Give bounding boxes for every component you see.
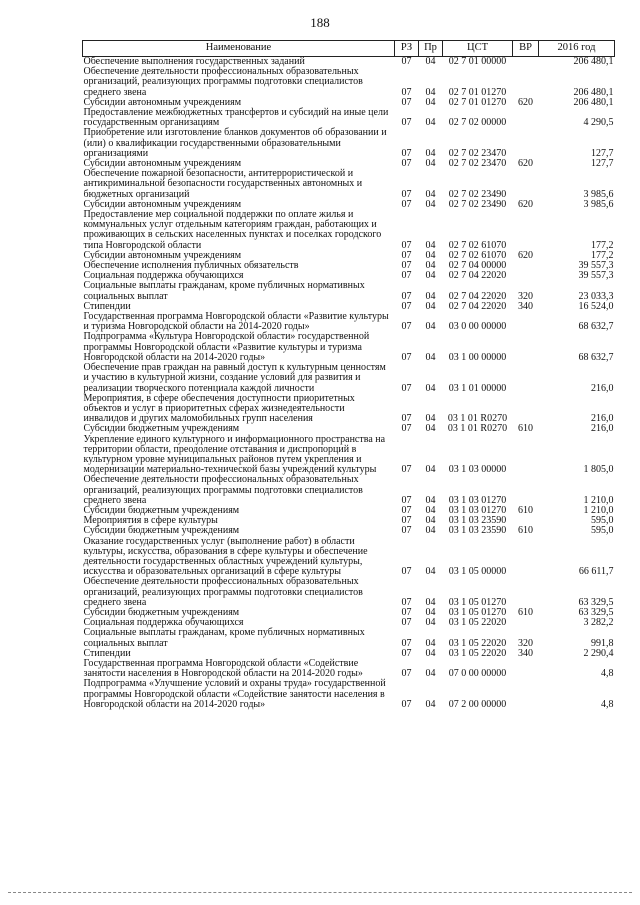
- row-vr-cell: [513, 108, 539, 128]
- header-rz: РЗ: [395, 41, 419, 57]
- row-pr-cell: 04: [425, 117, 436, 129]
- table-row: [83, 659, 615, 679]
- row-name-cell: Государственная программа Новгородской области «Содействие занятости населения в Новгородской области на 2014-2020 годы»: [83, 657, 363, 680]
- row-vr-cell: [513, 271, 539, 281]
- table-row: [83, 312, 615, 332]
- row-vr-cell: [513, 394, 539, 425]
- row-vr-cell: [513, 537, 539, 578]
- row-cst-cell: 03 1 03 23590: [448, 525, 507, 537]
- row-pr-cell: 04: [425, 606, 436, 618]
- row-rz-cell: 07: [401, 290, 412, 302]
- table-row: [83, 67, 615, 98]
- row-rz-cell: 07: [401, 515, 412, 527]
- row-name-cell: Субсидии автономным учреждениям: [83, 158, 242, 170]
- row-amount-cell: 1 210,0: [583, 504, 614, 516]
- row-amount-cell: 127,7: [591, 147, 614, 159]
- row-rz-cell: 07: [401, 86, 412, 98]
- row-rz-cell: 07: [401, 566, 412, 578]
- row-cst-cell: 02 7 02 61070: [448, 239, 507, 251]
- row-name-cell: Предоставление мер социальной поддержки по оплате жилья и коммунальных услуг отдельным категориям граждан, работающих и проживающих в сельских населенных пунктах и поселках городского типа Новгородской области: [83, 209, 382, 251]
- row-name-cell: Субсидии бюджетным учреждениям: [83, 525, 240, 537]
- row-vr-cell: [513, 57, 539, 68]
- row-vr-cell: [513, 312, 539, 332]
- row-vr-cell: 620: [518, 249, 533, 261]
- table-row: [83, 424, 615, 434]
- row-cst-cell: 02 7 04 22020: [448, 300, 507, 312]
- row-amount-cell: 39 557,3: [578, 260, 614, 272]
- row-rz-cell: 07: [401, 596, 412, 608]
- row-rz-cell: 07: [401, 260, 412, 272]
- row-cst-cell: 02 7 02 23470: [448, 158, 507, 170]
- row-cst-cell: 03 1 03 01270: [448, 494, 507, 506]
- row-vr-cell: [513, 332, 539, 363]
- row-name-cell: Обеспечение деятельности профессиональных образовательных организаций, реализующих программы подготовки специалистов среднего звена: [83, 66, 363, 98]
- row-vr-cell: 610: [518, 504, 533, 516]
- table-row: [83, 281, 615, 301]
- row-amount-cell: 63 329,5: [578, 606, 614, 618]
- table-row: [83, 679, 615, 710]
- row-amount-cell: 206 480,1: [573, 86, 614, 98]
- row-pr-cell: 04: [425, 198, 436, 210]
- row-pr-cell: 04: [425, 637, 436, 649]
- header-pr: Пр: [419, 41, 443, 57]
- row-pr-cell: 04: [425, 270, 436, 282]
- table-row: [83, 128, 615, 159]
- row-rz-cell: 07: [401, 56, 412, 67]
- row-cst-cell: 03 1 05 22020: [448, 617, 507, 629]
- row-amount-cell: 39 557,3: [578, 270, 614, 282]
- row-name-cell: Субсидии бюджетным учреждениям: [83, 606, 240, 618]
- row-name-cell: Оказание государственных услуг (выполнение работ) в области культуры, искусства, образования в сфере культуры и обеспечение деятельности государственных областных учреждений культуры, искусства и образовательных организаций в сфере культуры: [83, 535, 368, 578]
- header-name: Наименование: [83, 41, 395, 57]
- row-rz-cell: 07: [401, 647, 412, 659]
- row-cst-cell: 02 7 04 22020: [448, 270, 507, 282]
- row-name-cell: Социальные выплаты гражданам, кроме публичных нормативных социальных выплат: [83, 280, 365, 302]
- row-cst-cell: 03 1 05 01270: [448, 606, 507, 618]
- row-rz-cell: 07: [401, 300, 412, 312]
- row-rz-cell: 07: [401, 413, 412, 425]
- row-name-cell: Обеспечение деятельности профессиональных образовательных организаций, реализующих программы подготовки специалистов среднего звена: [83, 576, 363, 608]
- row-pr-cell: 04: [425, 668, 436, 680]
- row-cst-cell: 02 7 02 23470: [448, 147, 507, 159]
- row-cst-cell: 03 1 05 00000: [448, 566, 507, 578]
- row-vr-cell: 340: [518, 647, 533, 659]
- row-pr-cell: 04: [425, 423, 436, 435]
- table-row: [83, 577, 615, 608]
- footer-divider: [8, 892, 632, 893]
- row-name-cell: Обеспечение исполнения публичных обязательств: [83, 260, 299, 272]
- row-amount-cell: 3 282,2: [583, 617, 614, 629]
- table-row: [83, 363, 615, 394]
- row-vr-cell: 340: [518, 300, 533, 312]
- row-pr-cell: 04: [425, 698, 436, 710]
- row-name-cell: Приобретение или изготовление бланков документов об образовании и (или) о квалификации государственными образовательными организациями: [83, 127, 387, 159]
- row-pr-cell: 04: [425, 158, 436, 170]
- row-vr-cell: [513, 659, 539, 679]
- table-row: [83, 169, 615, 200]
- row-amount-cell: 177,2: [591, 249, 614, 261]
- row-vr-cell: 620: [518, 198, 533, 210]
- row-amount-cell: 2 290,4: [583, 647, 614, 659]
- budget-table: [82, 40, 615, 710]
- row-amount-cell: 595,0: [591, 525, 614, 537]
- row-amount-cell: 66 611,7: [578, 566, 614, 578]
- row-cst-cell: 02 7 02 23490: [448, 188, 507, 200]
- row-name-cell: Субсидии бюджетным учреждениям: [83, 423, 240, 435]
- table-row: [83, 435, 615, 476]
- row-pr-cell: 04: [425, 515, 436, 527]
- row-vr-cell: 620: [518, 158, 533, 170]
- row-amount-cell: 216,0: [591, 382, 614, 394]
- table-row: [83, 210, 615, 251]
- table-row: [83, 628, 615, 648]
- row-vr-cell: 610: [518, 606, 533, 618]
- row-name-cell: Субсидии автономным учреждениям: [83, 249, 242, 261]
- row-pr-cell: 04: [425, 290, 436, 302]
- row-amount-cell: 4,8: [601, 698, 614, 710]
- row-name-cell: Обеспечение выполнения государственных заданий: [83, 56, 305, 67]
- row-amount-cell: 206 480,1: [573, 96, 614, 108]
- row-rz-cell: 07: [401, 668, 412, 680]
- row-cst-cell: 03 1 03 00000: [448, 464, 507, 476]
- row-rz-cell: 07: [401, 321, 412, 333]
- row-amount-cell: 23 033,3: [578, 290, 614, 302]
- row-name-cell: Стипендии: [83, 300, 131, 312]
- row-rz-cell: 07: [401, 117, 412, 129]
- row-cst-cell: 03 1 01 R0270: [447, 413, 508, 425]
- row-cst-cell: 07 2 00 00000: [448, 698, 507, 710]
- row-name-cell: Стипендии: [83, 647, 131, 659]
- page-number: 188: [310, 15, 330, 30]
- row-cst-cell: 02 7 01 01270: [448, 96, 507, 108]
- row-pr-cell: 04: [425, 300, 436, 312]
- row-amount-cell: 3 985,6: [583, 198, 614, 210]
- row-rz-cell: 07: [401, 423, 412, 435]
- row-rz-cell: 07: [401, 270, 412, 282]
- row-name-cell: Предоставление межбюджетных трансфертов и субсидий на иные цели государственным организациям: [83, 107, 389, 129]
- row-cst-cell: 02 7 04 22020: [448, 290, 507, 302]
- row-vr-cell: [513, 618, 539, 628]
- row-vr-cell: 610: [518, 525, 533, 537]
- row-pr-cell: 04: [425, 382, 436, 394]
- table-row: [83, 475, 615, 506]
- row-pr-cell: 04: [425, 566, 436, 578]
- row-vr-cell: [513, 363, 539, 394]
- row-vr-cell: [513, 169, 539, 200]
- row-pr-cell: 04: [425, 321, 436, 333]
- row-rz-cell: 07: [401, 698, 412, 710]
- row-amount-cell: 4,8: [601, 668, 614, 680]
- row-amount-cell: 68 632,7: [578, 351, 614, 363]
- row-rz-cell: 07: [401, 494, 412, 506]
- row-rz-cell: 07: [401, 464, 412, 476]
- table-row: [83, 108, 615, 128]
- row-vr-cell: [513, 435, 539, 476]
- row-pr-cell: 04: [425, 596, 436, 608]
- row-cst-cell: 03 1 00 00000: [448, 351, 507, 363]
- header-year: 2016 год: [539, 41, 615, 57]
- row-cst-cell: 03 1 05 01270: [448, 596, 507, 608]
- row-name-cell: Государственная программа Новгородской области «Развитие культуры и туризма Новгородской области на 2014-2020 годы»: [83, 311, 389, 333]
- row-pr-cell: 04: [425, 351, 436, 363]
- row-cst-cell: 02 7 02 61070: [448, 249, 507, 261]
- row-vr-cell: [513, 577, 539, 608]
- row-cst-cell: 03 1 01 00000: [448, 382, 507, 394]
- row-amount-cell: 4 290,5: [583, 117, 614, 129]
- row-cst-cell: 02 7 02 23490: [448, 198, 507, 210]
- row-pr-cell: 04: [425, 86, 436, 98]
- row-name-cell: Социальная поддержка обучающихся: [83, 270, 244, 282]
- row-rz-cell: 07: [401, 147, 412, 159]
- row-name-cell: Социальная поддержка обучающихся: [83, 617, 244, 629]
- row-name-cell: Обеспечение деятельности профессиональных образовательных организаций, реализующих программы подготовки специалистов среднего звена: [83, 474, 363, 506]
- row-pr-cell: 04: [425, 249, 436, 261]
- row-name-cell: Субсидии бюджетным учреждениям: [83, 504, 240, 516]
- header-cst: ЦСТ: [443, 41, 513, 57]
- row-amount-cell: 216,0: [591, 423, 614, 435]
- row-name-cell: Субсидии автономным учреждениям: [83, 198, 242, 210]
- row-amount-cell: 3 985,6: [583, 188, 614, 200]
- row-pr-cell: 04: [425, 504, 436, 516]
- row-pr-cell: 04: [425, 56, 436, 67]
- row-vr-cell: 620: [518, 96, 533, 108]
- header-vr: ВР: [513, 41, 539, 57]
- row-cst-cell: 02 7 01 00000: [448, 56, 507, 67]
- row-amount-cell: 216,0: [591, 413, 614, 425]
- table-body: [83, 57, 615, 711]
- row-amount-cell: 595,0: [591, 515, 614, 527]
- row-pr-cell: 04: [425, 464, 436, 476]
- row-cst-cell: 03 1 03 01270: [448, 504, 507, 516]
- row-rz-cell: 07: [401, 525, 412, 537]
- row-cst-cell: 03 0 00 00000: [448, 321, 507, 333]
- row-name-cell: Мероприятия, в сфере обеспечения доступности приоритетных объектов и услуг в приоритетных сферах жизнедеятельности инвалидов и других маломобильных групп населения: [83, 392, 355, 425]
- row-cst-cell: 03 1 01 R0270: [447, 423, 508, 435]
- table-row: [83, 332, 615, 363]
- row-rz-cell: 07: [401, 504, 412, 516]
- row-pr-cell: 04: [425, 239, 436, 251]
- row-rz-cell: 07: [401, 637, 412, 649]
- row-vr-cell: [513, 475, 539, 506]
- row-amount-cell: 16 524,0: [578, 300, 614, 312]
- row-name-cell: Подпрограмма «Улучшение условий и охраны труда» государственной программы Новгородской области «Содействие занятости населения в Новгородской области на 2014-2020 годы»: [83, 678, 386, 710]
- row-pr-cell: 04: [425, 96, 436, 108]
- row-amount-cell: 1 805,0: [583, 464, 614, 476]
- row-rz-cell: 07: [401, 239, 412, 251]
- row-rz-cell: 07: [401, 96, 412, 108]
- row-cst-cell: 03 1 05 22020: [448, 637, 507, 649]
- row-pr-cell: 04: [425, 617, 436, 629]
- row-amount-cell: 68 632,7: [578, 321, 614, 333]
- row-vr-cell: 320: [518, 637, 533, 649]
- row-cst-cell: 07 0 00 00000: [448, 668, 507, 680]
- row-vr-cell: [513, 261, 539, 271]
- row-rz-cell: 07: [401, 382, 412, 394]
- row-vr-cell: 320: [518, 290, 533, 302]
- row-name-cell: Субсидии автономным учреждениям: [83, 96, 242, 108]
- row-rz-cell: 07: [401, 188, 412, 200]
- row-amount-cell: 127,7: [591, 158, 614, 170]
- row-name-cell: Мероприятия в сфере культуры: [83, 515, 218, 527]
- row-name-cell: Укрепление единого культурного и информационного пространства на территории области, преодоление отставания и диспропорций в культурном уровне муниципальных районов путем укрепления и модернизации материально-технической базы учреждений культуры: [83, 433, 386, 476]
- row-rz-cell: 07: [401, 606, 412, 618]
- table-header-row: [83, 41, 615, 57]
- row-rz-cell: 07: [401, 249, 412, 261]
- row-vr-cell: [513, 128, 539, 159]
- row-rz-cell: 07: [401, 351, 412, 363]
- row-cst-cell: 03 1 05 22020: [448, 647, 507, 659]
- row-vr-cell: [513, 210, 539, 251]
- row-vr-cell: 610: [518, 423, 533, 435]
- row-pr-cell: 04: [425, 494, 436, 506]
- row-rz-cell: 07: [401, 198, 412, 210]
- row-pr-cell: 04: [425, 147, 436, 159]
- row-cst-cell: 02 7 02 00000: [448, 117, 507, 129]
- row-pr-cell: 04: [425, 647, 436, 659]
- row-rz-cell: 07: [401, 617, 412, 629]
- row-pr-cell: 04: [425, 188, 436, 200]
- row-name-cell: Обеспечение прав граждан на равный доступ к культурным ценностям и участию в культурной жизни, создание условий для развития и реализации творческого потенциала каждой личности: [83, 362, 386, 394]
- row-vr-cell: [513, 67, 539, 98]
- table-row: [83, 394, 615, 425]
- row-amount-cell: 206 480,1: [573, 56, 614, 67]
- row-vr-cell: [513, 679, 539, 710]
- row-pr-cell: 04: [425, 260, 436, 272]
- row-pr-cell: 04: [425, 413, 436, 425]
- row-amount-cell: 991,8: [591, 637, 614, 649]
- row-amount-cell: 1 210,0: [583, 494, 614, 506]
- row-amount-cell: 63 329,5: [578, 596, 614, 608]
- row-cst-cell: 03 1 03 23590: [448, 515, 507, 527]
- row-rz-cell: 07: [401, 158, 412, 170]
- row-pr-cell: 04: [425, 525, 436, 537]
- row-amount-cell: 177,2: [591, 239, 614, 251]
- row-cst-cell: 02 7 01 01270: [448, 86, 507, 98]
- row-cst-cell: 02 7 04 00000: [448, 260, 507, 272]
- table-row: [83, 537, 615, 578]
- row-name-cell: Подпрограмма «Культура Новгородской области» государственной программы Новгородской области «Развитие культуры и туризма Новгородской области на 2014-2020 годы»: [83, 331, 370, 363]
- row-name-cell: Социальные выплаты гражданам, кроме публичных нормативных социальных выплат: [83, 627, 365, 649]
- row-name-cell: Обеспечение пожарной безопасности, антитеррористической и антикриминальной безопасности государственных автономных и бюджетных организаций: [83, 168, 363, 200]
